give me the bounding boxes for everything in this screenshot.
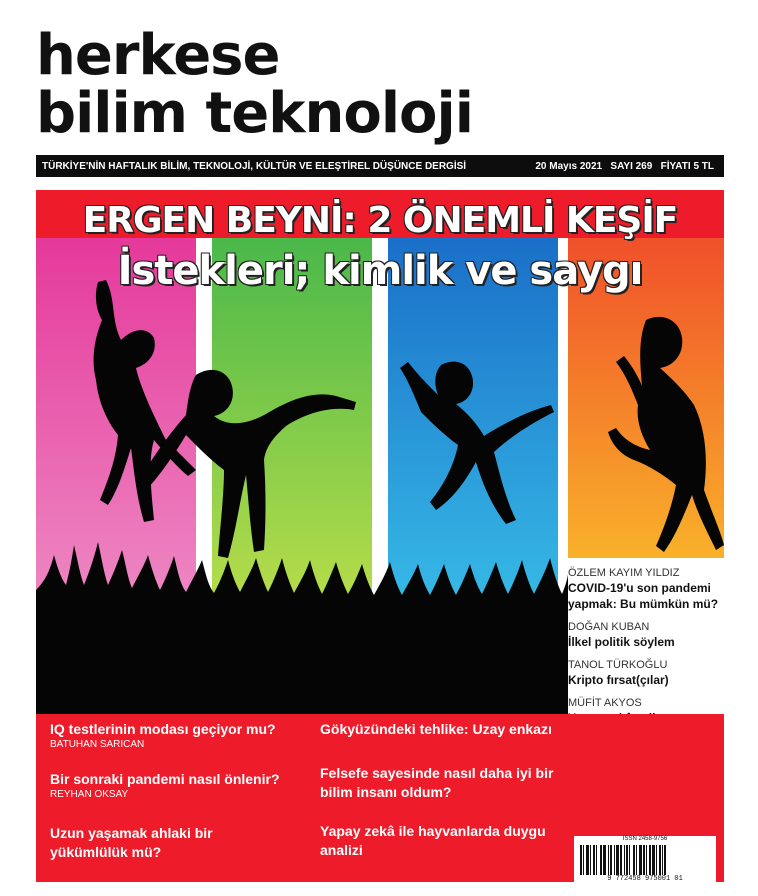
issn-label: ISSN 2458-9756: [622, 836, 668, 842]
sidebar-author: DOĞAN KUBAN: [568, 621, 650, 633]
sidebar-item[interactable]: [568, 566, 728, 612]
sidebar-item[interactable]: [568, 658, 728, 688]
story-item[interactable]: [320, 764, 570, 802]
story-author: BATUHAN SARICAN: [50, 739, 145, 750]
info-strip: [36, 155, 724, 177]
story-title: Gökyüzündeki tehlike: Uzay enkazı: [320, 721, 552, 737]
story-item[interactable]: [320, 822, 570, 860]
headline-main: ERGEN BEYNİ: 2 ÖNEMLİ KEŞİF: [82, 200, 678, 241]
tagline: TÜRKİYE'NİN HAFTALIK BİLİM, TEKNOLOJİ, KÜLTÜR VE ELEŞTİREL DÜŞÜNCE DERGİSİ: [42, 160, 467, 172]
story-author: REYHAN OKSAY: [50, 789, 129, 800]
sidebar-title: İlkel politik söylem: [568, 635, 675, 649]
barcode-digits: 9 772458 975001: [607, 875, 671, 883]
sidebar-item[interactable]: [568, 620, 728, 650]
story-title: Felsefe sayesinde nasıl daha iyi bir bilim insanı oldum?: [320, 765, 554, 800]
story-title: Uzun yaşamak ahlaki bir yükümlülük mü?: [50, 825, 213, 860]
headline-sub: İstekleri; kimlik ve saygı: [117, 248, 643, 294]
story-item[interactable]: [50, 824, 250, 862]
story-title: Yapay zekâ ile hayvanlarda duygu analizi: [320, 823, 546, 858]
issue-date: 20 Mayıs 2021: [535, 160, 603, 172]
story-title: IQ testlerinin modası geçiyor mu?: [50, 721, 276, 737]
masthead-line1: herkese: [36, 23, 280, 88]
issue-number: SAYI 269: [610, 160, 653, 172]
barcode: [574, 836, 716, 886]
story-item[interactable]: [50, 720, 300, 751]
issue-meta: [535, 161, 724, 172]
sidebar-title: COVID-19'u son pandemi yapmak: Bu mümkün mü?: [568, 581, 719, 611]
story-title: Bir sonraki pandemi nasıl önlenir?: [50, 771, 280, 787]
sidebar-author: TANOL TÜRKOĞLU: [568, 659, 668, 671]
story-item[interactable]: [320, 720, 570, 739]
sidebar-author: ÖZLEM KAYIM YILDIZ: [568, 567, 680, 579]
issue-price: FİYATI 5 TL: [660, 160, 714, 172]
story-item[interactable]: [50, 770, 300, 801]
sidebar-title: Kripto fırsat(çılar): [568, 673, 669, 687]
barcode-number: [574, 875, 716, 883]
masthead-line2: bilim teknoloji: [36, 81, 473, 146]
sidebar-author: MÜFİT AKYOS: [568, 697, 642, 709]
barcode-issue-code: 01: [674, 875, 683, 883]
barcode-bars: [580, 845, 710, 875]
